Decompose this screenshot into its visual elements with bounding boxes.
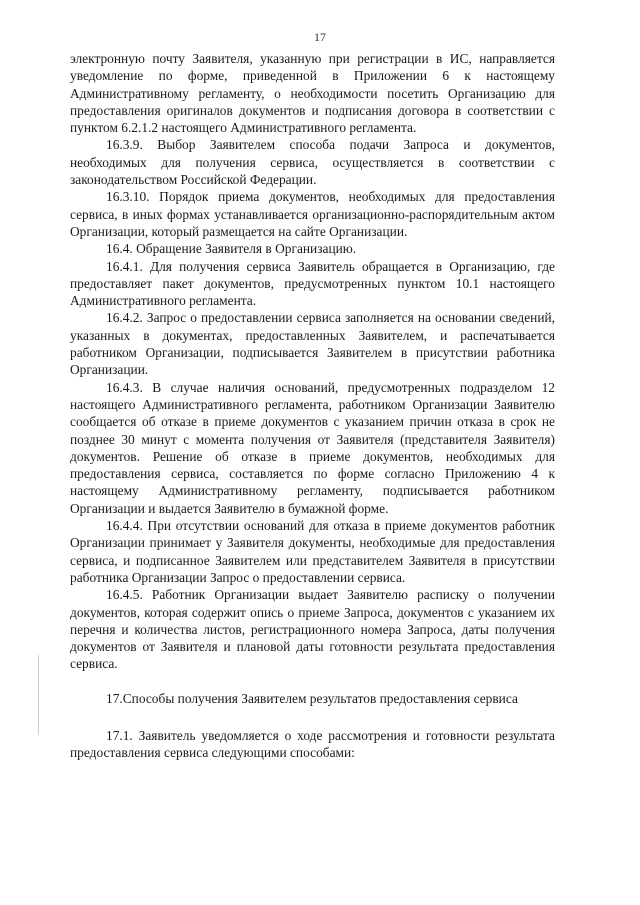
paragraph-16-4: 16.4. Обращение Заявителя в Организацию. bbox=[106, 241, 357, 257]
page-number: 17 bbox=[314, 30, 326, 44]
paragraph-17-1: 17.1. Заявитель уведомляется о ходе рассмотрения и готовности результата предоставления сервиса следующими способами: bbox=[70, 727, 555, 761]
paragraph-16-4-1: 16.4.1. Для получения сервиса Заявитель обращается в Организацию, где предоставляет пакет документов, предусмотренных пунктом 10.1 настоящего Административного регламента. bbox=[70, 258, 555, 309]
paragraph-16-4-2: 16.4.2. Запрос о предоставлении сервиса заполняется на основании сведений, указанных в документах, предоставленных Заявителем, и распечатывается работником Организации, подписывается Заявителем в присутствии работника Организации. bbox=[70, 310, 555, 378]
paragraph-continuation: электронную почту Заявителя, указанную при регистрации в ИС, направляется уведомление по форме, приведенной в Приложении 6 к настоящему Административному регламенту, о необходимости посетить Организацию для предоставления оригиналов документов и подписания договора в соответствии с пунктом 6.2.1.2 настоящего Административного регламента. bbox=[70, 51, 555, 136]
paragraph-16-4-4: 16.4.4. При отсутствии оснований для отказа в приеме документов работник Организации принимает у Заявителя документы, необходимые для предоставления сервиса, и подписанное Заявителем или представителем Заявителя в присутствии работника Организации Запрос о предоставлении сервиса. bbox=[70, 518, 555, 585]
paragraph-16-4-5: 16.4.5. Работник Организации выдает Заявителю расписку о получении документов, которая содержит опись о приеме Запроса, документов с указанием их перечня и количества листов, регистрационного номера Запроса, даты получения документов от Заявителя и плановой даты готовности результата предоставления сервиса. bbox=[70, 587, 555, 672]
paragraph-16-3-10: 16.3.10. Порядок приема документов, необходимых для предоставления сервиса, в иных формах устанавливается организационно-распорядительным актом Организации, который размещается на сайте Организации. bbox=[70, 189, 555, 239]
paragraph-16-3-9: 16.3.9. Выбор Заявителем способа подачи Запроса и документов, необходимых для получения сервиса, осуществляется в соответствии с законодательством Российской Федерации. bbox=[70, 137, 555, 188]
document-body bbox=[70, 50, 555, 762]
paragraph-16-4-3: 16.4.3. В случае наличия оснований, предусмотренных подразделом 12 настоящего Административного регламента, работником Организации Заявителю сообщается об отказе в приеме документов с указанием причин отказа в срок не позднее 30 минут с момента получения от Заявителя (представителя Заявителя) документов. Решение об отказе в приеме документов, необходимых для предоставления сервиса, составляется по форме согласно Приложению 4 к настоящему Административному регламенту, подписывается работником Организации и выдается Заявителю в бумажной форме. bbox=[70, 379, 555, 516]
section-heading-17: 17.Способы получения Заявителем результатов предоставления сервиса bbox=[106, 690, 518, 706]
margin-mark bbox=[38, 655, 39, 735]
